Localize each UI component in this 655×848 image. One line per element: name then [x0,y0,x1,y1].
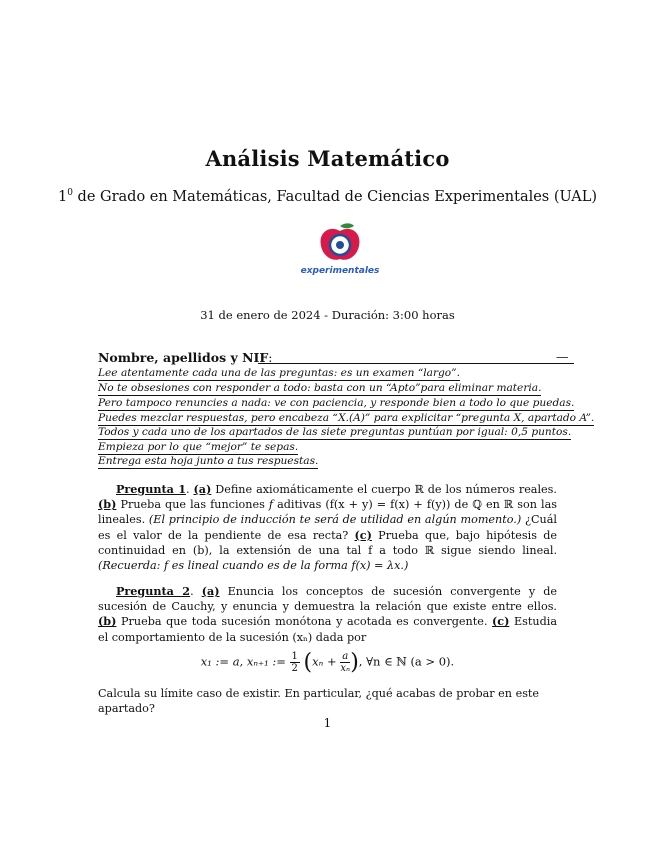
subtitle-post: de Grado en Matemáticas, Facultad de Ciencias Experimentales (UAL) [72,188,598,205]
q2-part-b-label: (b) [98,614,117,629]
exam-date: 31 de enero de 2024 - Duración: 3:00 horas [200,308,455,322]
name-label: Nombre, apellidos y NIF [98,350,269,365]
q2-part-a-label: (a) [201,584,220,598]
question-2-closing: Calcula su límite caso de existir. En particular, ¿qué acabas de probar en este apartado? [98,687,540,716]
rule-line: Todos y cada uno de los apartados de las siete preguntas puntúan por igual: 0,5 puntos. [98,426,572,438]
question-2-label: Pregunta 2 [116,584,191,598]
fraction-a-xn: $\frac{a}{\text{xₙ}}$ [340,651,351,674]
q1-part-a-label: (a) [193,482,212,496]
rule-line: Empieza por lo que “mejor” te sepas. [98,441,299,453]
page-number: 1 [323,716,332,730]
subtitle-sup: 0 [67,188,73,198]
rule-line: Pero tampoco renuncies a nada: ve con paciencia, y responde bien a todo lo que puedas. [98,397,575,409]
subtitle [0,188,655,205]
apple-leaf [340,223,354,228]
fraction-half: $\frac{1}{2}$ [291,651,298,674]
faculty-logo [300,222,380,280]
rule-line: Entrega esta hoja junto a tus respuestas. [98,455,319,467]
rule-line: No te obsesiones con responder a todo: basta con un “Apto”para eliminar materia. [98,382,542,394]
q1-part-b-label: (b) [98,497,117,512]
name-field: Nombre, apellidos y NIF: — [98,350,574,368]
name-dash: — [556,349,569,364]
question-1: Pregunta 1. (a) Define axiomáticamente el cuerpo ℝ de los números reales. (b) Prueba que las funciones f aditivas (f(x + y) = f(x) + f(y)) de ℚ en ℝ son las lineales. (El principio de inducción te será de utilidad en algún momento.) ¿Cuál es el valor de la pendiente de esa recta? (c) Prueba que, bajo hipótesis de continuidad en (b), la extensión de una tal f a todo ℝ sigue siendo lineal. (Recuerda: f es lineal cuando es de la forma f(x) = λx.) [98,482,557,573]
logo-text: experimentales [300,266,380,276]
subtitle-pre: 1 [57,188,68,205]
sequence-formula: x₁ := a, xₙ₊₁ := $\frac{1}{2}$ (xₙ + $\frac{a}{\text{xₙ}}$ ), ∀n ∈ ℕ (a > 0). [200,650,455,675]
rule-line: Lee atentamente cada una de las preguntas: es un examen “largo”. [98,367,460,379]
question-2: Pregunta 2. (a) Enuncia los conceptos de sucesión convergente y de sucesión de Cauchy, y enuncia y demuestra la relación que existe entre ellos. (b) Prueba que toda sucesión monótona y acotada es convergente. (c) Estudia el comportamiento de la sucesión (xₙ) dada por [98,584,557,644]
q1-part-c-label: (c) [354,527,372,542]
nif-blank [470,363,574,364]
page-title: Análisis Matemático [205,146,450,171]
q2-part-c-label: (c) [491,614,510,629]
question-1-label: Pregunta 1 [116,482,186,496]
rule-line: Puedes mezclar respuestas, pero encabeza “X.(A)” para explicitar “pregunta X, apartado A”. [98,412,595,424]
